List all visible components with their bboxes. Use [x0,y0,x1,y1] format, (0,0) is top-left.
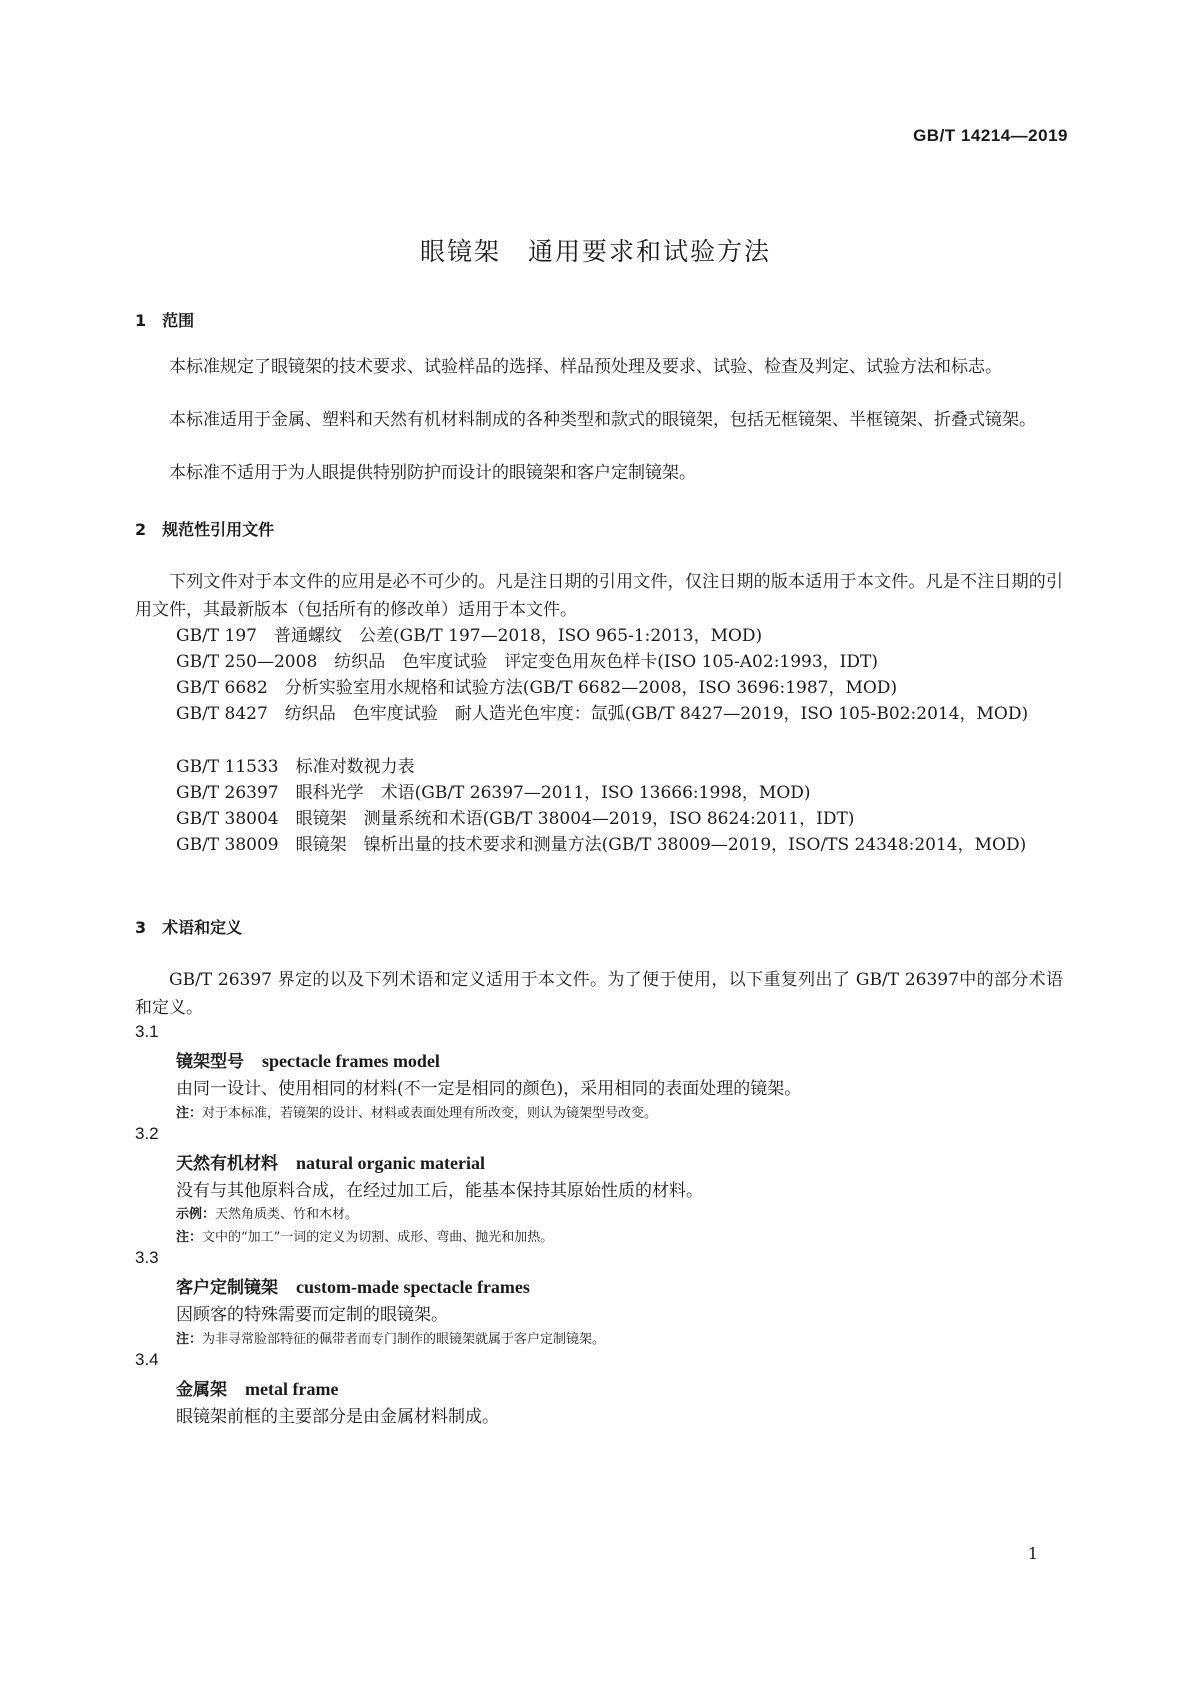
reference-item: GB/T 6682 分析实验室用水规格和试验方法(GB/T 6682—2008，ISO 3696:1987，MOD) [176,678,898,698]
reference-item: GB/T 8427 纺织品 色牢度试验 耐人造光色牢度：氙弧(GB/T 8427—2019，ISO 105-B02:2014，MOD) [176,704,1029,724]
reference-item: GB/T 197 普通螺纹 公差(GB/T 197—2018，ISO 965-1:2013，MOD) [176,626,763,646]
section-3-intro: GB/T 26397 界定的以及下列术语和定义适用于本文件。为了便于使用，以下重复列出了 GB/T 26397中的部分术语和定义。 [135,970,1063,1018]
standard-code: GB/T 14214—2019 [913,126,1068,145]
term-name: 金属架 metal frame [176,1379,339,1400]
section-1-paragraph-3: 本标准不适用于为人眼提供特别防护而设计的眼镜架和客户定制镜架。 [169,463,696,483]
term-name: 天然有机材料 natural organic material [176,1153,485,1174]
term-note: 注：对于本标准，若镜架的设计、材料或表面处理有所改变，则认为镜架型号改变。 [176,1106,658,1121]
term-number: 3.3 [135,1248,159,1267]
reference-item: GB/T 38004 眼镜架 测量系统和术语(GB/T 38004—2019，ISO 8624:2011，IDT) [176,809,855,829]
term-definition: 因顾客的特殊需要而定制的眼镜架。 [176,1305,448,1325]
section-1-paragraph-1: 本标准规定了眼镜架的技术要求、试验样品的选择、样品预处理及要求、试验、检查及判定、试验方法和标志。 [169,357,1002,377]
section-2-intro: 下列文件对于本文件的应用是必不可少的。凡是注日期的引用文件，仅注日期的版本适用于本文件。凡是不注日期的引用文件，其最新版本（包括所有的修改单）适用于本文件。 [135,572,1063,620]
section-3-heading: 3 术语和定义 [135,918,243,937]
section-1-paragraph-2: 本标准适用于金属、塑料和天然有机材料制成的各种类型和款式的眼镜架，包括无框镜架、半框镜架、折叠式镜架。 [169,410,1036,430]
term-name: 客户定制镜架 custom-made spectacle frames [176,1277,530,1298]
term-definition: 没有与其他原料合成，在经过加工后，能基本保持其原始性质的材料。 [176,1181,703,1201]
term-number: 3.2 [135,1124,159,1143]
term-example: 示例：天然角质类、竹和木材。 [176,1207,359,1222]
reference-item: GB/T 250—2008 纺织品 色牢度试验 评定变色用灰色样卡(ISO 105-A02:1993，IDT) [176,652,878,672]
document-title: 眼镜架 通用要求和试验方法 [419,237,771,266]
term-definition: 由同一设计、使用相同的材料(不一定是相同的颜色)，采用相同的表面处理的镜架。 [176,1079,802,1099]
reference-item: GB/T 11533 标准对数视力表 [176,757,415,777]
section-2-heading: 2 规范性引用文件 [135,520,275,539]
term-definition: 眼镜架前框的主要部分是由金属材料制成。 [176,1407,499,1427]
term-name: 镜架型号 spectacle frames model [176,1051,440,1072]
page-number: 1 [1027,1544,1038,1563]
reference-item: GB/T 38009 眼镜架 镍析出量的技术要求和测量方法(GB/T 38009—2019，ISO/TS 24348:2014，MOD) [176,835,1027,855]
term-note: 注：为非寻常脸部特征的佩带者而专门制作的眼镜架就属于客户定制镜架。 [176,1332,606,1347]
term-note: 注：文中的“加工”一词的定义为切割、成形、弯曲、抛光和加热。 [176,1230,554,1245]
section-1-heading: 1 范围 [135,311,195,330]
term-number: 3.1 [135,1022,159,1041]
term-number: 3.4 [135,1350,159,1369]
reference-item: GB/T 26397 眼科光学 术语(GB/T 26397—2011，ISO 13666:1998，MOD) [176,783,811,803]
